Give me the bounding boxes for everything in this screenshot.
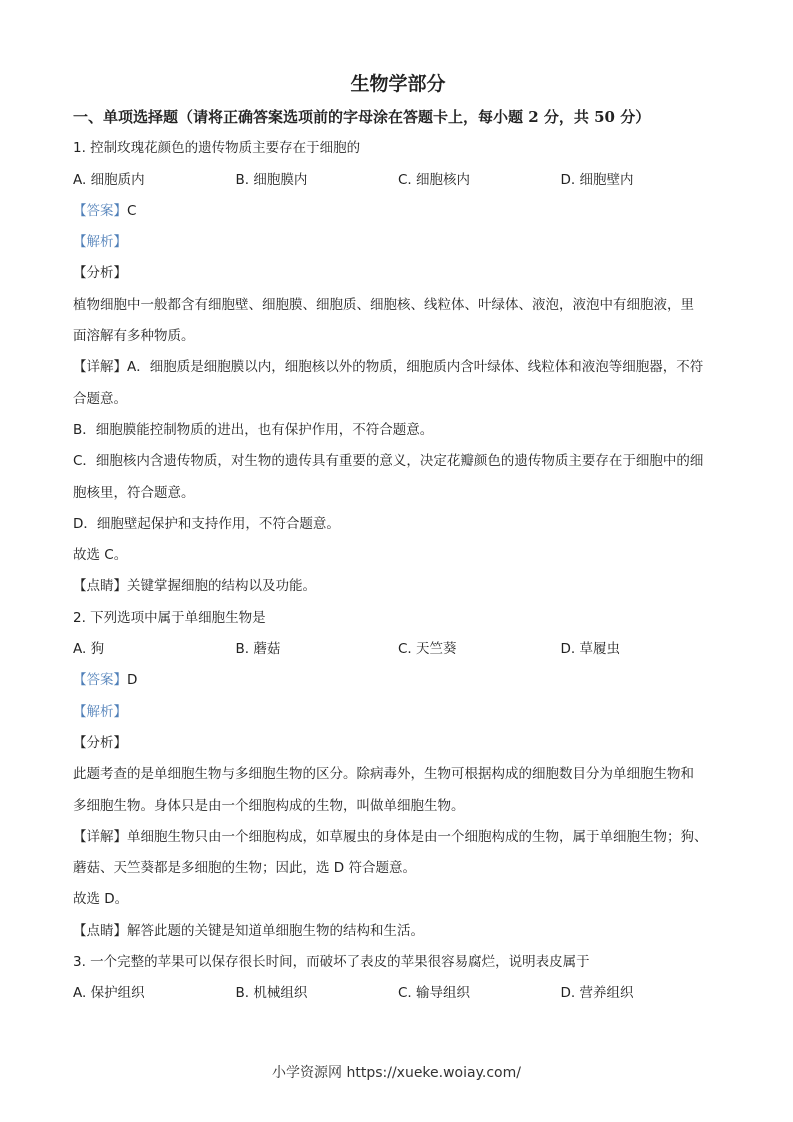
q1-fenxi-line: 植物细胞中一般都含有细胞壁、细胞膜、细胞质、细胞核、线粒体、叶绿体、液泡，液泡中有细胞液，里 — [73, 296, 694, 313]
page-footer: 小学资源网 https://xueke.woiay.com/ — [272, 1065, 521, 1081]
q2-option-c: C. 天竺葵 — [398, 641, 457, 658]
q1-option-a: A. 细胞质内 — [73, 171, 145, 188]
q1-options — [73, 165, 723, 196]
section-heading: 一、单项选择题（请将正确答案选项前的字母涂在答题卡上，每小题 2 分，共 50 分） — [73, 108, 651, 126]
q2-option-a: A. 狗 — [73, 641, 105, 658]
q1-conclusion: 故选 C。 — [73, 547, 128, 564]
q1-jiexi-label: 【解析】 — [73, 234, 127, 251]
q2-answer — [73, 665, 723, 696]
q3-option-a: A. 保护组织 — [73, 985, 145, 1002]
q1-answer — [73, 196, 723, 227]
q1-detail-line: 【详解】A．细胞质是细胞膜以内，细胞核以外的物质，细胞质内含叶绿体、线粒体和液泡等细胞器，不符 — [73, 359, 704, 376]
q1-detail-line: 合题意。 — [73, 390, 127, 407]
q1-key-point: 【点睛】关键掌握细胞的结构以及功能。 — [73, 578, 316, 595]
q1-detail-line: B．细胞膜能控制物质的进出，也有保护作用，不符合题意。 — [73, 421, 434, 438]
q2-option-b: B. 蘑菇 — [235, 641, 281, 658]
q1-detail-line: C．细胞核内含遗传物质，对生物的遗传具有重要的意义，决定花瓣颜色的遗传物质主要存在于细胞中的细 — [73, 453, 704, 470]
q2-detail-line: 蘑菇、天竺葵都是多细胞的生物；因此，选 D 符合题意。 — [73, 860, 416, 877]
q3-option-d: D. 营养组织 — [560, 985, 634, 1002]
q1-stem: 1. 控制玫瑰花颜色的遗传物质主要存在于细胞的 — [73, 140, 361, 157]
q1-fenxi-line: 面溶解有多种物质。 — [73, 328, 195, 345]
answer-value: D — [127, 672, 138, 689]
q2-fenxi-line: 此题考查的是单细胞生物与多细胞生物的区分。除病毒外，生物可根据构成的细胞数目分为单细胞生物和 — [73, 766, 694, 783]
q2-option-d: D. 草履虫 — [560, 641, 620, 658]
q1-detail-line: D．细胞壁起保护和支持作用，不符合题意。 — [73, 515, 340, 532]
q2-jiexi-label: 【解析】 — [73, 703, 127, 720]
answer-label: 【答案】 — [73, 202, 127, 219]
q1-option-b: B. 细胞膜内 — [235, 171, 308, 188]
q2-stem: 2. 下列选项中属于单细胞生物是 — [73, 609, 266, 626]
q2-fenxi-line: 多细胞生物。身体只是由一个细胞构成的生物，叫做单细胞生物。 — [73, 797, 465, 814]
q1-option-c: C. 细胞核内 — [398, 171, 471, 188]
answer-label: 【答案】 — [73, 672, 127, 689]
q2-fenxi-label: 【分析】 — [73, 734, 127, 751]
q3-options — [73, 978, 723, 1009]
q3-stem: 3. 一个完整的苹果可以保存很长时间，而破坏了表皮的苹果很容易腐烂，说明表皮属于 — [73, 954, 590, 971]
q1-detail-line: 胞核里，符合题意。 — [73, 484, 195, 501]
q1-fenxi-label: 【分析】 — [73, 265, 127, 282]
q3-option-b: B. 机械组织 — [235, 985, 308, 1002]
answer-value: C — [127, 202, 137, 219]
q2-options — [73, 634, 723, 665]
q1-option-d: D. 细胞壁内 — [560, 171, 634, 188]
q2-conclusion: 故选 D。 — [73, 891, 129, 908]
q2-key-point: 【点睛】解答此题的关键是知道单细胞生物的结构和生活。 — [73, 922, 424, 939]
q3-option-c: C. 输导组织 — [398, 985, 471, 1002]
q2-detail-line: 【详解】单细胞生物只由一个细胞构成，如草履虫的身体是由一个细胞构成的生物，属于单细胞生物；狗、 — [73, 828, 708, 845]
document-page — [73, 66, 723, 1010]
page-title: 生物学部分 — [350, 73, 446, 95]
